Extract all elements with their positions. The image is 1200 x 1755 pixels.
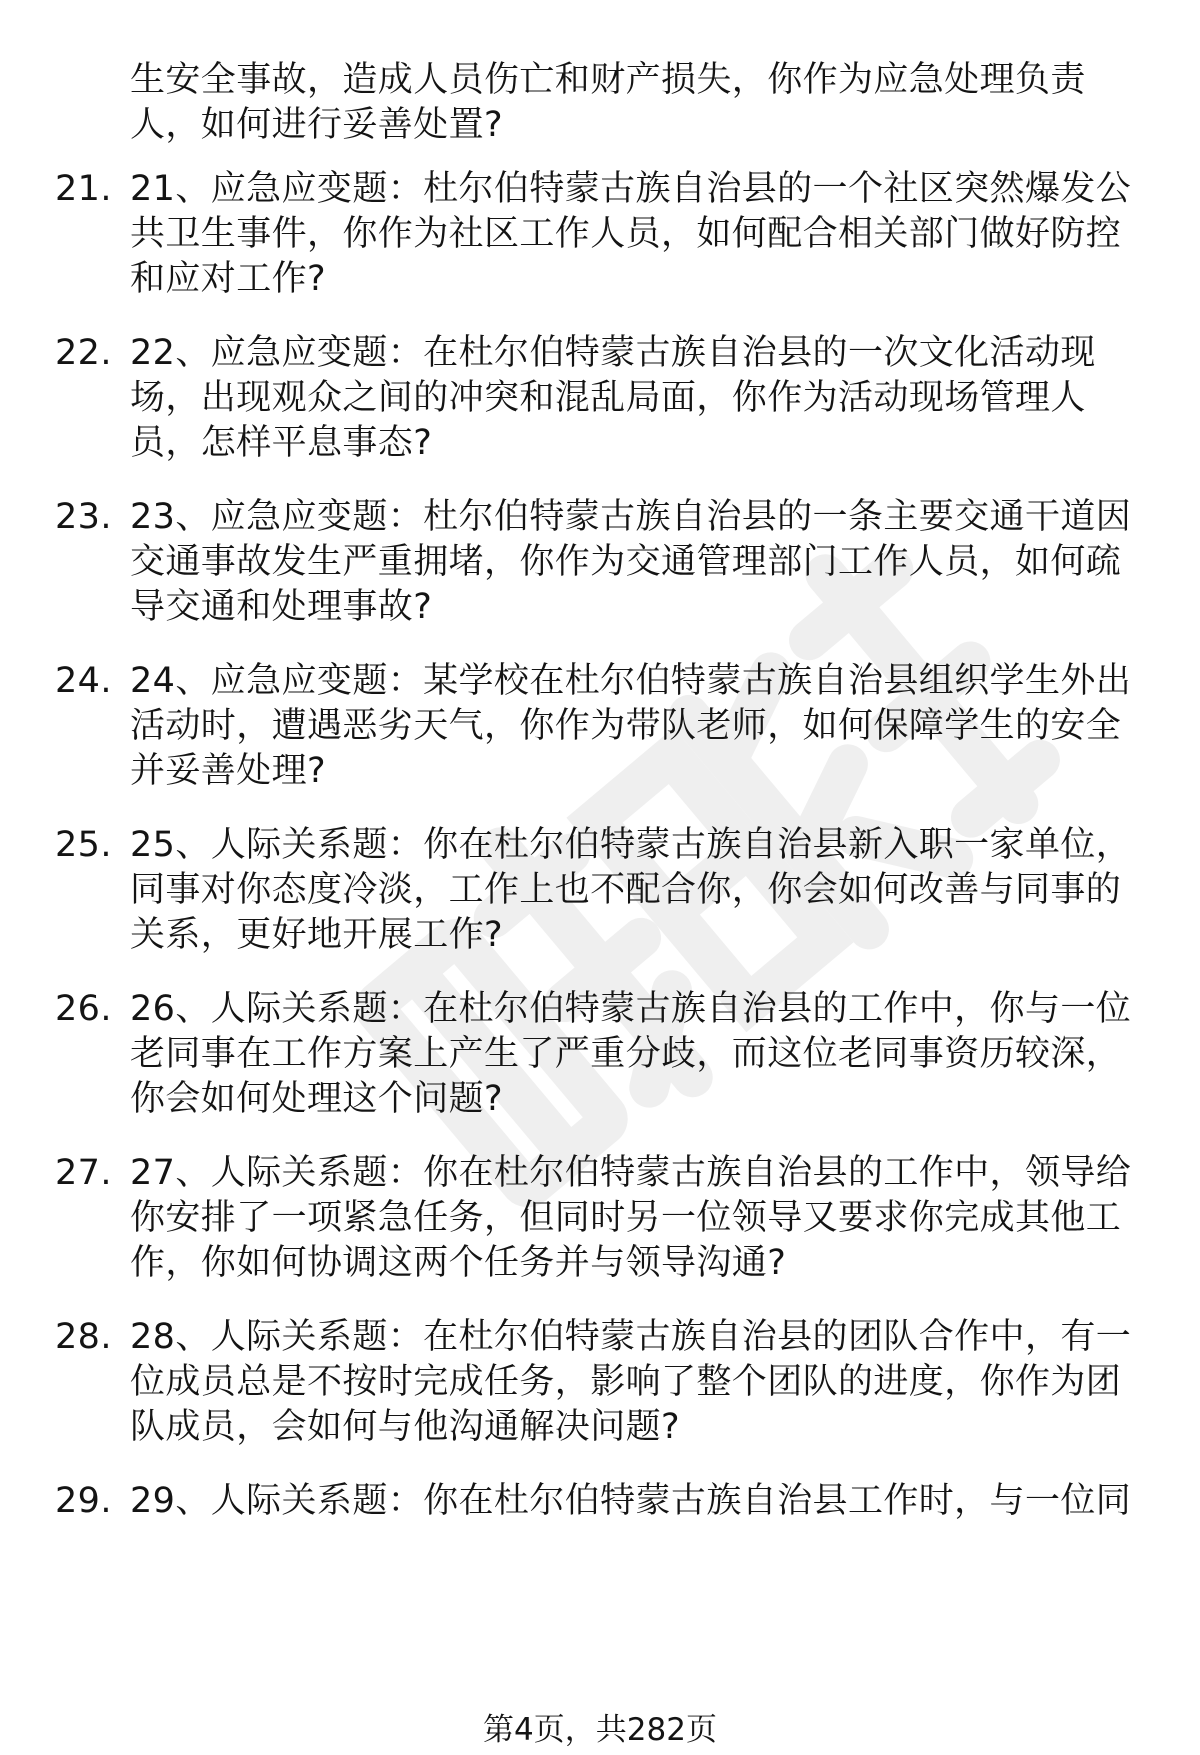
- item-text: 23、应急应变题：杜尔伯特蒙古族自治县的一条主要交通干道因交通事故发生严重拥堵，你作为交通管理部门工作人员，如何疏导交通和处理事故?: [130, 497, 1132, 627]
- item-number: 28.: [55, 1317, 112, 1357]
- item-number: 22.: [55, 333, 112, 373]
- page-footer: 第4页，共282页: [483, 1712, 717, 1748]
- item-text: 22、应急应变题：在杜尔伯特蒙古族自治县的一次文化活动现场，出现观众之间的冲突和混乱局面，你作为活动现场管理人员，怎样平息事态?: [130, 333, 1096, 463]
- item-text: 26、人际关系题：在杜尔伯特蒙古族自治县的工作中，你与一位老同事在工作方案上产生了严重分歧，而这位老同事资历较深，你会如何处理这个问题?: [130, 989, 1132, 1119]
- item-number: 24.: [55, 661, 112, 701]
- item-number: 29.: [55, 1481, 112, 1521]
- continuation-text: 生安全事故，造成人员伤亡和财产损失，你作为应急处理负责人，如何进行妥善处置?: [130, 60, 1086, 145]
- item-text: 24、应急应变题：某学校在杜尔伯特蒙古族自治县组织学生外出活动时，遭遇恶劣天气，你作为带队老师，如何保障学生的安全并妥善处理?: [130, 661, 1132, 791]
- item-number: 21.: [55, 169, 112, 209]
- item-text: 25、人际关系题：你在杜尔伯特蒙古族自治县新入职一家单位，同事对你态度冷淡，工作上也不配合你，你会如何改善与同事的关系，更好地开展工作?: [130, 825, 1132, 955]
- item-text: 21、应急应变题：杜尔伯特蒙古族自治县的一个社区突然爆发公共卫生事件，你作为社区工作人员，如何配合相关部门做好防控和应对工作?: [130, 169, 1132, 299]
- item-text: 29、人际关系题：你在杜尔伯特蒙古族自治县工作时，与一位同: [130, 1481, 1132, 1521]
- item-number: 23.: [55, 497, 112, 537]
- item-number: 25.: [55, 825, 112, 865]
- item-number: 26.: [55, 989, 112, 1029]
- item-text: 28、人际关系题：在杜尔伯特蒙古族自治县的团队合作中，有一位成员总是不按时完成任务，影响了整个团队的进度，你作为团队成员，会如何与他沟通解决问题?: [130, 1317, 1132, 1447]
- item-text: 27、人际关系题：你在杜尔伯特蒙古族自治县的工作中，领导给你安排了一项紧急任务，但同时另一位领导又要求你完成其他工作，你如何协调这两个任务并与领导沟通?: [130, 1153, 1132, 1283]
- item-number: 27.: [55, 1153, 112, 1193]
